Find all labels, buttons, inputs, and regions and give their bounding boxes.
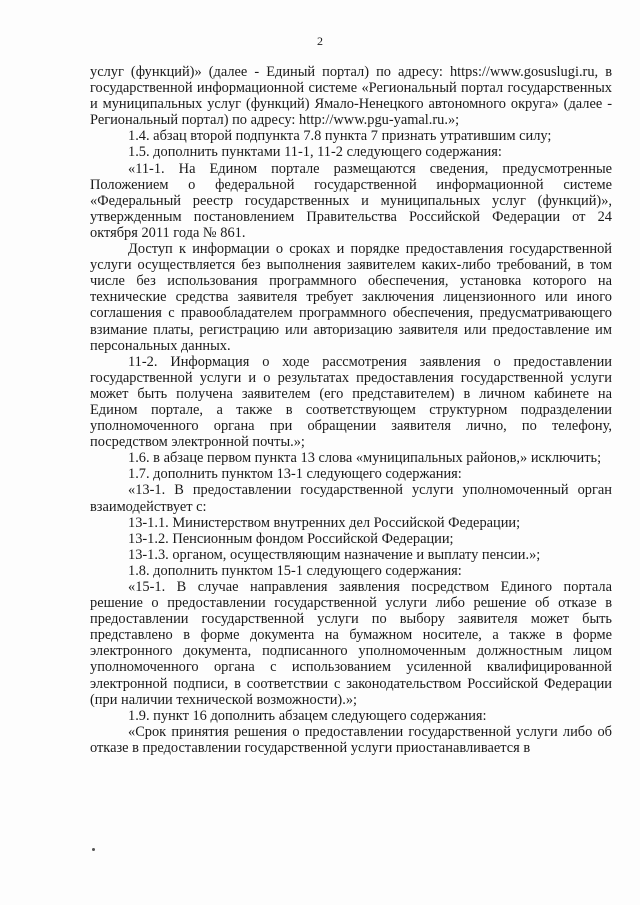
document-body [90,64,612,756]
paragraph: 13-1.3. органом, осуществляющим назначение и выплату пенсии.»; [128,546,541,563]
paragraph: 1.6. в абзаце первом пункта 13 слова «муниципальных районов,» исключить; [128,450,602,467]
paragraph: 1.9. пункт 16 дополнить абзацем следующего содержания: [128,707,487,724]
page-number: 2 [317,34,323,48]
paragraph: «13-1. В предоставлении государственной услуги уполномоченный орган взаимодействует с: [90,482,612,515]
paragraph: 1.7. дополнить пунктом 13-1 следующего содержания: [128,466,462,483]
paragraph: «11-1. На Едином портале размещаются сведения, предусмотренные Положением о федеральной государственной информационной системе «Федеральный реестр государственных и муниципальных услуг (функций)», утвержденным постановлением Правительства Российской Федерации от 24 октября 2011 года № 861. [90,160,612,241]
paragraph: Доступ к информации о сроках и порядке предоставления государственной услуги осуществляется без выполнения заявителем каких-либо требований, в том числе без использования программного обеспечения, установка которого на технические средства заявителя требует заключения лицензионного или иного соглашения с правообладателем программного обеспечения, предусматривающего взимание платы, регистрацию или авторизацию заявителя или предоставление им персональных данных. [90,241,612,354]
paragraph: 1.5. дополнить пунктами 11-1, 11-2 следующего содержания: [128,144,502,161]
paragraph: «Срок принятия решения о предоставлении государственной услуги либо об отказе в предоставлении государственной услуги приостанавливается в [90,723,612,756]
scan-speck [92,848,95,851]
paragraph: 1.4. абзац второй подпункта 7.8 пункта 7 признать утратившим силу; [128,128,552,145]
paragraph: 13-1.2. Пенсионным фондом Российской Федерации; [128,530,454,547]
paragraph: 13-1.1. Министерством внутренних дел Российской Федерации; [128,514,521,531]
paragraph: 11-2. Информация о ходе рассмотрения заявления о предоставлении государственной услуги и о результатах предоставления государственной услуги может быть получена заявителем (его представителем) в личном кабинете на Едином портале, а также в соответствующем структурном подразделении уполномоченного органа при обращении заявителя лично, по телефону, посредством электронной почты.»; [90,353,612,451]
paragraph: 1.8. дополнить пунктом 15-1 следующего содержания: [128,562,462,579]
paragraph: «15-1. В случае направления заявления посредством Единого портала решение о предоставлении государственной услуги либо решение об отказе в предоставлении государственной услуги по выбору заявителя может быть представлено в форме документа на бумажном носителе, а также в форме электронного документа, подписанного уполномоченным должностным лицом уполномоченного органа с использованием усиленной квалифицированной электронной подписи, в соответствии с законодательством Российской Федерации (при наличии технической возможности).»; [90,579,612,708]
paragraph: услуг (функций)» (далее - Единый портал) по адресу: https://www.gosuslugi.ru, в государственной информационной системе «Региональный портал государственных и муниципальных услуг (функций) Ямало-Ненецкого автономного округа» (далее - Региональный портал) по адресу: http://www.pgu-yamal.ru.»; [90,64,612,129]
